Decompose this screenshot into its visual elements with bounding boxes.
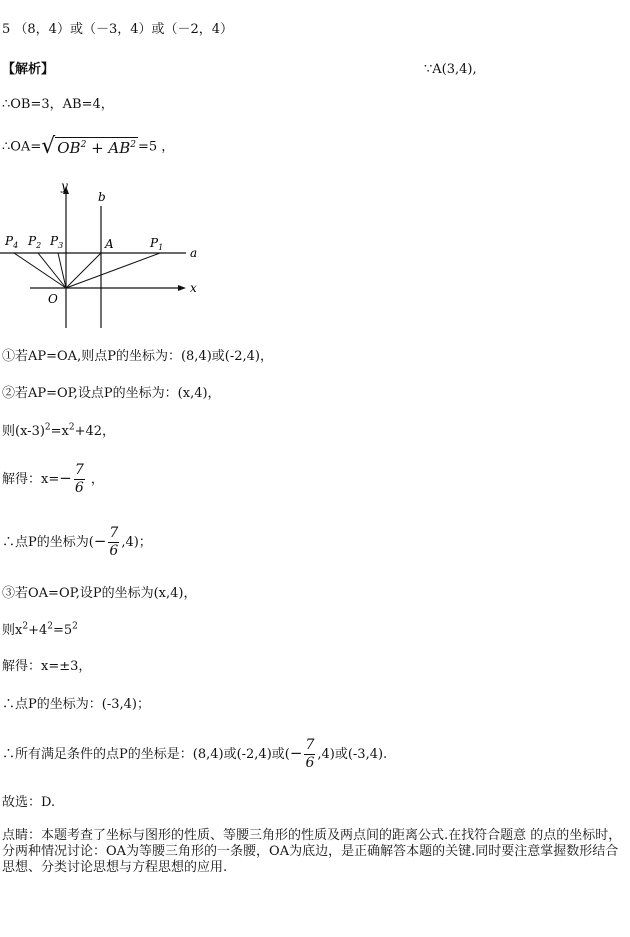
radicand-plus: + — [86, 139, 109, 157]
label-b: b — [98, 190, 106, 204]
fraction-7-6 — [304, 737, 315, 772]
label-p1: $P_1$ — [150, 236, 164, 252]
label-y: y — [61, 179, 68, 193]
case-2: ②若AP=OP,设点P的坐标为：(x,4)， — [2, 386, 221, 401]
fraction-denominator: 6 — [109, 543, 119, 559]
label-a: a — [190, 246, 198, 260]
eq3-sup-c: 2 — [72, 621, 78, 632]
solve-case-3: 解得：x=±3， — [2, 659, 92, 674]
label-p4: $P_4$ — [5, 234, 19, 250]
fraction-denominator: 6 — [74, 480, 84, 496]
sqrt-expression: √ $OB^2 + AB^2$ — [41, 134, 137, 159]
minus-sign: − — [289, 744, 303, 762]
radicand-ab: AB — [108, 139, 131, 157]
solve-prefix: 解得：x= — [2, 472, 60, 487]
sup-2-a: 2 — [80, 140, 87, 150]
point-suffix: ,4)； — [121, 535, 152, 550]
label-o: O — [48, 292, 58, 306]
oa-prefix: ∴OA= — [2, 139, 42, 155]
equation-case-2 — [2, 424, 115, 440]
answer-header: 5 （8，4）或（－3，4）或（－2，4） — [2, 22, 234, 37]
point-case-3: ∴点P的坐标为：(-3,4)； — [2, 697, 150, 712]
equation-case-3 — [2, 623, 78, 639]
radicand-ob: OB — [57, 139, 81, 157]
label-p2: $P_2$ — [28, 234, 42, 250]
fraction-denominator: 6 — [305, 755, 315, 771]
fraction-numerator: 7 — [109, 525, 119, 541]
fraction-7-6 — [108, 525, 119, 560]
coordinate-figure — [0, 178, 210, 330]
eq3-mid: +4 — [28, 623, 48, 638]
choice-answer: 故选：D. — [2, 795, 56, 810]
eq2-suffix: +42， — [74, 424, 116, 439]
comment-paragraph: 点睛：本题考查了坐标与图形的性质、等腰三角形的性质及两点间的距离公式.在找符合题意 的点的坐标时，分两种情况讨论：OA为等腰三角形的一条腰，OA为底边，是正确解答本题的关键.同时要注意掌握数形结合思想、分类讨论思想与方程思想的应用. — [2, 828, 622, 875]
segment-op1 — [66, 253, 160, 288]
segment-op4 — [14, 253, 66, 288]
eq2-prefix: 则(x-3) — [2, 424, 45, 439]
segment-oa — [66, 253, 101, 288]
all-points — [2, 737, 387, 772]
eq3-mid2: =5 — [52, 623, 73, 638]
case-3: ③若OA=OP,设P的坐标为(x,4)， — [2, 586, 197, 601]
label-point-a: A — [105, 237, 114, 251]
sup-2-b: 2 — [130, 140, 137, 150]
all-suffix: ,4)或(-3,4). — [317, 747, 388, 762]
eq2-sup-a: 2 — [44, 422, 51, 433]
eq2-mid: =x — [50, 424, 69, 439]
solve-case-2 — [2, 462, 104, 497]
minus-sign: − — [59, 469, 72, 487]
point-case-2 — [2, 525, 152, 560]
eq3-prefix: 则x — [2, 623, 23, 638]
oa-length-formula — [2, 136, 174, 158]
case-1: ①若AP=OA,则点P的坐标为：(8,4)或(-2,4)， — [2, 349, 273, 364]
point-prefix: ∴点P的坐标为( — [2, 535, 94, 550]
oa-suffix: =5 ， — [138, 139, 175, 155]
all-prefix: ∴所有满足条件的点P的坐标是：(8,4)或(-2,4)或( — [2, 747, 290, 762]
label-p3: $P_3$ — [50, 234, 64, 250]
fraction-7-6 — [74, 462, 85, 497]
eq3-sup-a: 2 — [22, 621, 29, 632]
minus-sign: − — [93, 532, 107, 550]
eq2-sup-b: 2 — [68, 422, 75, 433]
fraction-numerator: 7 — [305, 737, 315, 753]
eq3-sup-b: 2 — [47, 621, 53, 632]
solve-suffix: ， — [86, 472, 104, 487]
analysis-label: 【解析】 — [2, 62, 55, 77]
given-point-a: ∵A(3,4), — [424, 62, 477, 77]
x-axis-arrow — [178, 285, 186, 291]
fraction-numerator: 7 — [74, 462, 84, 478]
ob-ab-lengths: ∴OB=3，AB=4， — [2, 97, 114, 112]
label-x: x — [190, 281, 197, 295]
